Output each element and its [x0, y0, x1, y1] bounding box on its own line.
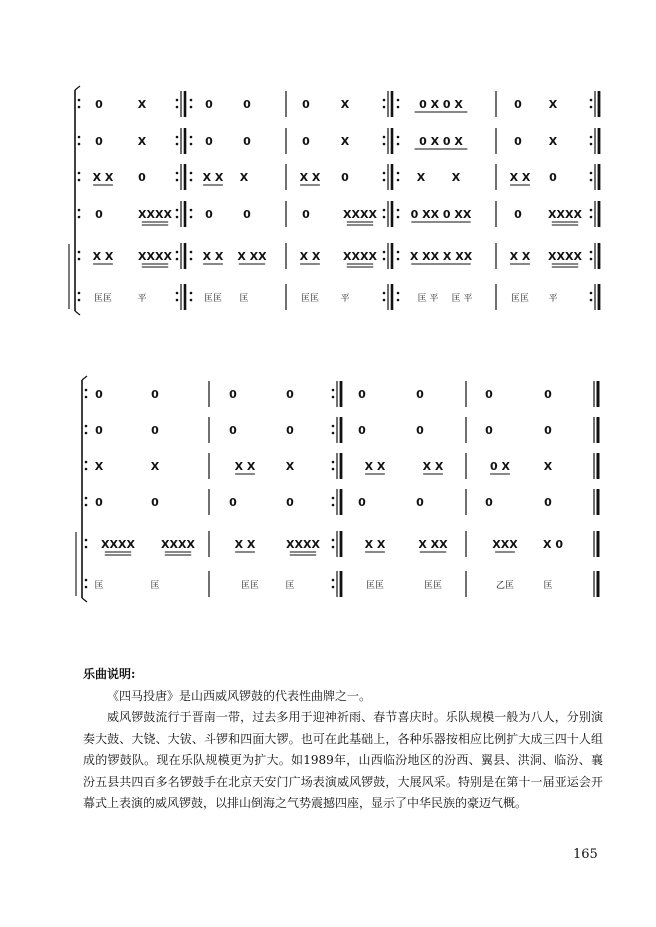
repeat-dot	[176, 99, 179, 102]
rhythm-note: 0	[95, 424, 103, 437]
repeat-dot	[78, 216, 81, 219]
music-notes	[83, 664, 603, 815]
repeat-dot	[190, 99, 193, 102]
system-bracket	[82, 598, 87, 602]
repeat-dot	[590, 143, 593, 146]
repeat-dot	[332, 389, 335, 392]
repeat-dot	[383, 209, 386, 212]
rhythm-note: 0	[243, 135, 251, 148]
rhythm-note: X	[137, 98, 147, 111]
rhythm-note: X X	[364, 538, 386, 551]
rhythm-note: 0	[514, 208, 522, 221]
rhythm-note: X	[137, 135, 147, 148]
rhythm-note: X X	[202, 171, 224, 184]
repeat-dot	[590, 216, 593, 219]
rhythm-note: X	[543, 460, 553, 473]
rhythm-note: XXXX	[286, 538, 320, 551]
rhythm-note: XXXX	[343, 208, 377, 221]
repeat-dot	[397, 172, 400, 175]
rhythm-note: X	[548, 135, 558, 148]
gong-syllable: 匡匡	[240, 581, 260, 591]
repeat-dot	[383, 143, 386, 146]
repeat-dot	[590, 258, 593, 261]
repeat-dot	[383, 136, 386, 139]
rhythm-note: X	[340, 98, 350, 111]
rhythm-note: 0	[341, 171, 349, 184]
repeat-dot	[176, 292, 179, 295]
repeat-dot	[85, 432, 88, 435]
rhythm-note: 0	[205, 135, 213, 148]
repeat-dot	[78, 251, 81, 254]
rhythm-note: 0 X 0 X	[419, 98, 463, 111]
gong-syllable: 平	[340, 294, 350, 304]
rhythm-note: 0	[151, 424, 159, 437]
rhythm-note: 0	[205, 208, 213, 221]
rhythm-note: X X	[364, 460, 386, 473]
repeat-dot	[590, 292, 593, 295]
repeat-dot	[383, 216, 386, 219]
rhythm-note: X X	[92, 171, 114, 184]
repeat-dot	[176, 106, 179, 109]
rhythm-note: 0	[544, 388, 552, 401]
repeat-dot	[176, 179, 179, 182]
rhythm-note: X XX	[237, 250, 267, 263]
score-system-2	[76, 376, 598, 602]
gong-syllable: 匡匡	[300, 294, 320, 304]
system-bracket	[75, 311, 80, 315]
repeat-dot	[332, 497, 335, 500]
repeat-dot	[332, 539, 335, 542]
rhythm-note: 0	[544, 496, 552, 509]
notes-paragraph-1: 《四马投唐》是山西威风锣鼓的代表性曲牌之一。	[107, 688, 372, 703]
repeat-dot	[190, 216, 193, 219]
rhythm-note: 0	[302, 98, 310, 111]
repeat-dot	[85, 579, 88, 582]
gong-syllable: 匡	[150, 581, 160, 591]
rhythm-note: X XX	[418, 538, 448, 551]
repeat-dot	[332, 504, 335, 507]
rhythm-note: 0	[302, 208, 310, 221]
repeat-dot	[176, 143, 179, 146]
repeat-dot	[397, 299, 400, 302]
gong-syllable: 匡	[239, 294, 249, 304]
repeat-dot	[176, 172, 179, 175]
rhythm-note: 0	[358, 424, 366, 437]
rhythm-note: 0	[358, 496, 366, 509]
rhythm-note: 0	[416, 496, 424, 509]
rhythm-note: 0	[229, 388, 237, 401]
repeat-dot	[590, 209, 593, 212]
repeat-dot	[176, 258, 179, 261]
gong-syllable: 平	[137, 294, 147, 304]
repeat-dot	[397, 179, 400, 182]
rhythm-note: 0	[205, 98, 213, 111]
repeat-dot	[332, 461, 335, 464]
repeat-dot	[383, 179, 386, 182]
repeat-dot	[176, 136, 179, 139]
rhythm-note: 0	[485, 388, 493, 401]
rhythm-note: 0	[514, 135, 522, 148]
repeat-dot	[590, 299, 593, 302]
repeat-dot	[78, 258, 81, 261]
repeat-dot	[190, 143, 193, 146]
repeat-dot	[332, 586, 335, 589]
repeat-dot	[85, 396, 88, 399]
repeat-dot	[190, 299, 193, 302]
repeat-dot	[85, 389, 88, 392]
rhythm-note: XXXX	[138, 208, 172, 221]
repeat-dot	[85, 504, 88, 507]
rhythm-note: 0	[95, 388, 103, 401]
gong-syllable: 匡匡	[93, 294, 113, 304]
repeat-dot	[78, 299, 81, 302]
gong-syllable: 平	[548, 294, 558, 304]
rhythm-note: 0	[138, 171, 146, 184]
rhythm-note: 0	[286, 388, 294, 401]
gong-syllable: 匡匡	[203, 294, 223, 304]
rhythm-note: XXXX	[548, 208, 582, 221]
repeat-dot	[383, 299, 386, 302]
rhythm-note: 0	[302, 135, 310, 148]
rhythm-note: 0	[286, 496, 294, 509]
rhythm-note: XXXX	[548, 250, 582, 263]
repeat-dot	[383, 106, 386, 109]
repeat-dot	[176, 209, 179, 212]
rhythm-note: 0	[544, 424, 552, 437]
repeat-dot	[78, 209, 81, 212]
repeat-dot	[190, 136, 193, 139]
repeat-dot	[397, 216, 400, 219]
repeat-dot	[85, 497, 88, 500]
rhythm-note: X X	[299, 250, 321, 263]
gong-syllable: 匡匡	[365, 581, 385, 591]
rhythm-note: 0	[229, 496, 237, 509]
gong-syllable: 匡 平	[451, 294, 473, 304]
gong-syllable: 匡	[94, 581, 104, 591]
rhythm-note: 0 X 0 X	[419, 135, 463, 148]
repeat-dot	[397, 106, 400, 109]
rhythm-note: 0	[243, 98, 251, 111]
gong-syllable: 匡 平	[417, 294, 439, 304]
system-bracket	[82, 376, 87, 380]
rhythm-note: 0	[95, 496, 103, 509]
repeat-dot	[85, 461, 88, 464]
repeat-dot	[78, 136, 81, 139]
repeat-dot	[590, 179, 593, 182]
repeat-dot	[590, 172, 593, 175]
repeat-dot	[397, 143, 400, 146]
repeat-dot	[383, 251, 386, 254]
repeat-dot	[85, 468, 88, 471]
gong-syllable: 乙匡	[495, 581, 515, 591]
rhythm-note: X	[94, 460, 104, 473]
rhythm-note: 0	[95, 98, 103, 111]
rhythm-note: 0	[95, 135, 103, 148]
repeat-dot	[190, 209, 193, 212]
page-number: 165	[573, 847, 598, 862]
repeat-dot	[590, 99, 593, 102]
rhythm-note: 0	[286, 424, 294, 437]
rhythm-note: X X	[509, 171, 531, 184]
repeat-dot	[332, 432, 335, 435]
repeat-dot	[383, 258, 386, 261]
rhythm-note: X X	[422, 460, 444, 473]
repeat-dot	[176, 251, 179, 254]
rhythm-note: X	[239, 171, 249, 184]
repeat-dot	[590, 136, 593, 139]
rhythm-note: 0	[151, 388, 159, 401]
rhythm-note: X	[150, 460, 160, 473]
repeat-dot	[190, 251, 193, 254]
rhythm-note: 0	[514, 98, 522, 111]
repeat-dot	[78, 143, 81, 146]
repeat-dot	[590, 106, 593, 109]
repeat-dot	[176, 299, 179, 302]
rhythm-note: XXX	[492, 538, 518, 551]
rhythm-note: X XX X XX	[409, 250, 473, 263]
repeat-dot	[383, 292, 386, 295]
rhythm-note: XXXX	[343, 250, 377, 263]
rhythm-note: 0	[549, 171, 557, 184]
repeat-dot	[85, 546, 88, 549]
gong-syllable: 匡	[285, 581, 295, 591]
repeat-dot	[190, 258, 193, 261]
rhythm-note: X 0	[543, 538, 563, 551]
repeat-dot	[190, 179, 193, 182]
repeat-dot	[85, 425, 88, 428]
rhythm-note: 0	[416, 388, 424, 401]
rhythm-note: 0	[485, 424, 493, 437]
repeat-dot	[332, 468, 335, 471]
rhythm-note: X X	[234, 460, 256, 473]
rhythm-note: 0	[416, 424, 424, 437]
rhythm-note: 0 XX 0 XX	[410, 208, 472, 221]
gong-syllable: 匡	[543, 581, 553, 591]
gong-syllable: 匡匡	[510, 294, 530, 304]
repeat-dot	[397, 209, 400, 212]
repeat-dot	[383, 99, 386, 102]
system-bracket	[75, 86, 80, 90]
rhythm-note: X X	[234, 538, 256, 551]
repeat-dot	[590, 251, 593, 254]
rhythm-note: 0	[95, 208, 103, 221]
repeat-dot	[190, 292, 193, 295]
repeat-dot	[332, 579, 335, 582]
repeat-dot	[397, 258, 400, 261]
rhythm-note: XXXX	[101, 538, 135, 551]
gong-syllable: 匡匡	[423, 581, 443, 591]
rhythm-note: X X	[299, 171, 321, 184]
notes-paragraph-2: 威风锣鼓流行于晋南一带，过去多用于迎神祈雨、春节喜庆时。乐队规模一般为八人，分别演奏大鼓、大铙、大钹、斗锣和四面大锣。也可在此基础上，各种乐器按相应比例扩大成三四十人组成的锣鼓队。现在乐队规模更为扩大。如1989年，山西临汾地区的汾西、翼县、洪洞、临汾、襄汾五县共四百多名锣鼓手在北京天安门广场表演威风锣鼓，大展风采。特别是在第十一届亚运会开幕式上表演的威风锣鼓，以排山倒海之气势震撼四座，显示了中华民族的豪迈气概。	[83, 710, 603, 810]
rhythm-note: XXXX	[161, 538, 195, 551]
repeat-dot	[78, 99, 81, 102]
repeat-dot	[332, 396, 335, 399]
rhythm-note: X	[340, 135, 350, 148]
rhythm-note: X	[451, 171, 461, 184]
repeat-dot	[332, 546, 335, 549]
repeat-dot	[397, 99, 400, 102]
score-system-1	[69, 86, 599, 315]
repeat-dot	[85, 539, 88, 542]
repeat-dot	[190, 106, 193, 109]
repeat-dot	[397, 251, 400, 254]
rhythm-note: XXXX	[138, 250, 172, 263]
repeat-dot	[78, 106, 81, 109]
rhythm-note: 0	[151, 496, 159, 509]
repeat-dot	[78, 292, 81, 295]
repeat-dot	[190, 172, 193, 175]
repeat-dot	[383, 172, 386, 175]
repeat-dot	[85, 586, 88, 589]
notes-heading: 乐曲说明:	[83, 667, 136, 681]
rhythm-note: X X	[509, 250, 531, 263]
repeat-dot	[397, 292, 400, 295]
repeat-dot	[176, 216, 179, 219]
rhythm-note: X X	[202, 250, 224, 263]
repeat-dot	[78, 179, 81, 182]
repeat-dot	[397, 136, 400, 139]
rhythm-note: 0	[229, 424, 237, 437]
rhythm-note: 0	[358, 388, 366, 401]
rhythm-note: 0	[485, 496, 493, 509]
rhythm-note: X	[548, 98, 558, 111]
rhythm-note: 0	[243, 208, 251, 221]
rhythm-note: 0 X	[490, 460, 510, 473]
rhythm-note: X	[285, 460, 295, 473]
rhythm-note: X	[416, 171, 426, 184]
rhythm-note: X X	[92, 250, 114, 263]
repeat-dot	[78, 172, 81, 175]
repeat-dot	[332, 425, 335, 428]
